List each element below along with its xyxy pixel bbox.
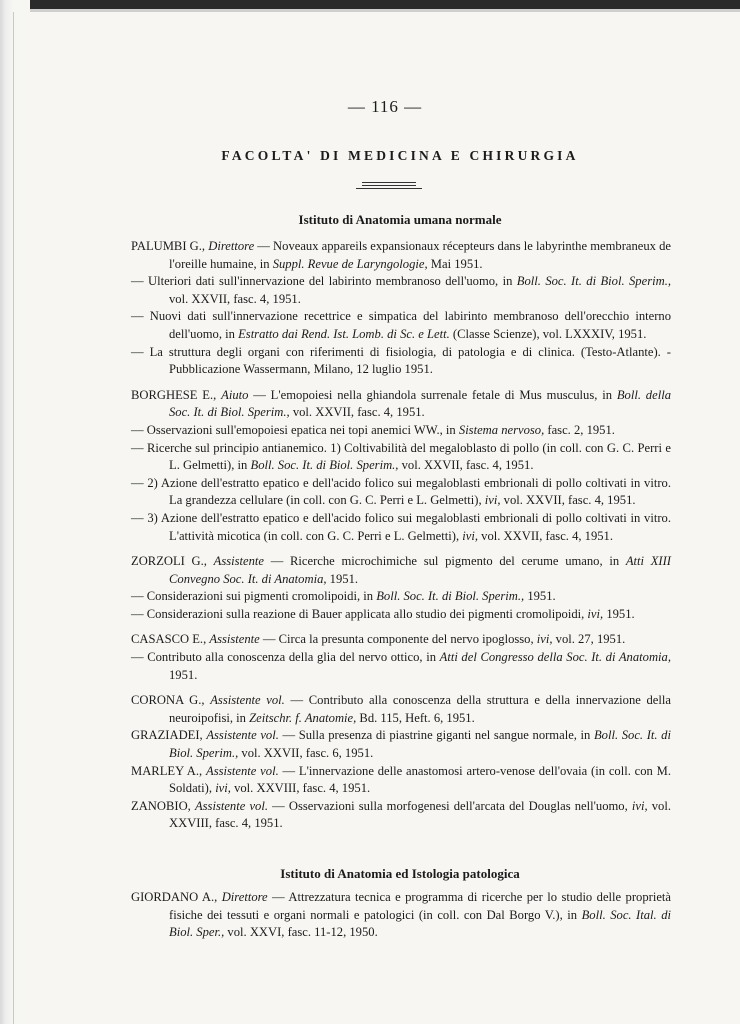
entry-text: — L'emopoiesi nella ghiandola surrenale fetale di Mus musculus, in: [248, 387, 617, 402]
entry-details: (Classe Scienze), vol. LXXXIV, 1951.: [449, 326, 647, 341]
entry-details: 1951.: [603, 606, 635, 621]
faculty-heading: FACOLTA' DI MEDICINA E CHIRURGIA: [221, 148, 579, 163]
entry-text: — Noveaux appareils expansionaux récepteurs dans le labyrinthe membraneux de l'oreille humaine, in: [169, 239, 671, 271]
journal-title: Boll. Soc. Ital. di Biol. Sper.,: [169, 907, 671, 940]
entry-details: 1951.: [169, 667, 198, 682]
entry-text: — Contributo alla conoscenza della struttura e della innervazione della neuroipofisi, in: [169, 693, 671, 725]
journal-title: Zeitschr. f. Anatomie,: [249, 710, 357, 725]
entry-details: vol. XXVII, fasc. 4, 1951.: [478, 528, 614, 543]
author-name: MARLEY A.,: [131, 763, 207, 778]
entry-text: — L'innervazione delle anastomosi artero-venose dell'ovaia (in coll. con M. Soldati),: [169, 763, 671, 796]
entry-text: — Osservazioni sulla morfogenesi dell'arcata del Douglas nell'uomo,: [268, 798, 632, 813]
author-name: BORGHESE E.,: [131, 387, 222, 402]
entry: [131, 344, 671, 379]
entry-text: — 3) Azione dell'estratto epatico e dell'acido folico sui megaloblasti embrionali di pollo coltivati in vitro. L'attività micotica (in coll. con G. C. Perri e L. Gelmetti),: [131, 510, 671, 543]
journal-title: ivi,: [587, 606, 604, 621]
author-name: GIORDANO A.,: [131, 890, 222, 904]
entry-text: — Ulteriori dati sull'innervazione del labirinto membranoso dell'uomo, in: [131, 274, 517, 289]
entry-text: — Nuovi dati sull'innervazione recettrice e simpatica del labirinto membranoso dell'orecchio interno dell'uomo, in: [131, 309, 671, 341]
entry-text: — La struttura degli organi con riferimenti di fisiologia, di patologia e di clinica. (Testo-Atlante). - Pubblicazione Wassermann, Milano, 12 luglio 1951.: [131, 344, 671, 377]
entry-details: vol. 27, 1951.: [552, 632, 626, 647]
entry-text: — 2) Azione dell'estratto epatico e dell'acido folico sui megaloblasti embrionali di pollo coltivati in vitro. La grandezza cellulare (in coll. con G. C. Perri e L. Gelmetti),: [131, 475, 671, 508]
author-name: ZANOBIO,: [131, 798, 195, 813]
entry-text: — Considerazioni sui pigmenti cromolipoidi, in: [131, 589, 377, 604]
author-role: Assistente vol.: [194, 798, 268, 813]
section-entries: [131, 238, 671, 833]
entry-details: vol. XXVII, fasc. 4, 1951.: [500, 493, 636, 508]
entry: [131, 606, 671, 624]
journal-title: Boll. della Soc. It. di Biol. Sperim.,: [169, 387, 671, 420]
journal-title: Suppl. Revue de Laryngologie,: [272, 256, 428, 271]
journal-title: Boll. Soc. It. di Biol. Sperim.,: [376, 589, 525, 604]
entry-text: — Osservazioni sull'emopoiesi epatica nei topi anemici WW., in: [131, 422, 459, 437]
author-role: Assistente: [213, 554, 265, 569]
author-role: Assistente vol.: [210, 693, 285, 708]
journal-title: ivi,: [631, 798, 648, 813]
entry: [131, 238, 671, 273]
journal-title: Sistema nervoso,: [458, 422, 545, 437]
entry-details: vol. XXVIII, fasc. 4, 1951.: [230, 781, 371, 796]
entry-details: 1951.: [524, 589, 556, 604]
entry: [131, 475, 671, 510]
entry-text: — Attrezzatura tecnica e programma di ricerche per lo studio delle proprietà fisiche dei tessuti e organi normali e patologici (in coll. con Dal Borgo V.), in: [169, 890, 671, 922]
entry-details: vol. XXVII, fasc. 4, 1951.: [289, 405, 425, 420]
author-role: Aiuto: [221, 387, 249, 402]
journal-title: Boll. Soc. It. di Biol. Sperim.,: [169, 728, 671, 761]
entry-text: — Circa la presunta componente del nervo ipoglosso,: [259, 632, 537, 647]
entry: [131, 727, 671, 762]
entry-details: vol. XXVI, fasc. 11-12, 1950.: [224, 925, 378, 940]
section-title: Istituto di Anatomia umana normale: [298, 212, 502, 227]
entry-details: vol. XXVII, fasc. 4, 1951.: [398, 458, 534, 473]
author-name: GRAZIADEI,: [131, 728, 207, 743]
entry: [131, 798, 671, 833]
journal-title: Atti del Congresso della Soc. It. di Anatomia,: [439, 650, 671, 665]
entry-text: — Contributo alla conoscenza della glia del nervo ottico, in: [131, 650, 440, 665]
journal-title: ivi,: [215, 781, 231, 796]
entry-text: — Ricerche microchimiche sul pigmento del cerume umano, in: [264, 554, 626, 569]
entry-details: fasc. 2, 1951.: [544, 422, 615, 437]
journal-title: ivi,: [462, 528, 478, 543]
author-role: Assistente vol.: [206, 763, 279, 778]
entry: [131, 440, 671, 475]
entry: [131, 273, 671, 308]
entry-details: vol. XXVII, fasc. 4, 1951.: [169, 291, 301, 306]
entry-text: — Sulla presenza di piastrine giganti nel sangue normale, in: [278, 728, 594, 743]
author-name: PALUMBI G.,: [131, 239, 209, 253]
author-role: Direttore: [221, 890, 268, 904]
entry: [131, 763, 671, 798]
author-role: Assistente vol.: [206, 728, 279, 743]
scan-top-shadow: [0, 9, 740, 12]
entry: [131, 588, 671, 606]
entry: [131, 692, 671, 727]
entry: [131, 553, 671, 588]
author-role: Assistente: [209, 632, 260, 647]
entry-details: 1951.: [326, 571, 359, 586]
entry: [131, 387, 671, 422]
page-number: — 116 —: [347, 97, 423, 116]
journal-title: Boll. Soc. It. di Biol. Sperim.,: [516, 274, 671, 289]
entry-details: vol. XXVIII, fasc. 4, 1951.: [169, 798, 672, 831]
journal-title: ivi,: [536, 632, 553, 647]
entry: [131, 889, 671, 942]
entry-text: — Ricerche sul principio antianemico. 1) Coltivabilità del megaloblasto di pollo (in coll. con G. C. Perri e L. Gelmetti), in: [131, 440, 671, 473]
entry: [131, 649, 671, 684]
entry: [131, 510, 671, 545]
entry-details: Mai 1951.: [427, 256, 483, 271]
entry: [131, 422, 671, 440]
journal-title: Estratto dai Rend. Ist. Lomb. di Sc. e Lett.: [238, 326, 450, 341]
heading-rule: [356, 188, 422, 189]
author-name: CASASCO E.,: [131, 632, 210, 647]
section-entries: [131, 889, 671, 942]
author-role: Direttore: [208, 239, 255, 253]
section-title: Istituto di Anatomia ed Istologia patologica: [280, 866, 520, 881]
journal-title: ivi,: [484, 493, 501, 508]
author-name: CORONA G.,: [131, 693, 211, 708]
entry-details: Bd. 115, Heft. 6, 1951.: [356, 710, 475, 725]
journal-title: Atti XIII Convegno Soc. It. di Anatomia,: [169, 554, 671, 586]
author-name: ZORZOLI G.,: [131, 554, 214, 569]
scan-top-border: [0, 0, 740, 9]
entry-text: — Considerazioni sulla reazione di Bauer applicata allo studio dei pigmenti cromolipoidi,: [131, 606, 588, 621]
entry: [131, 308, 671, 343]
entry: [131, 631, 671, 649]
heading-double-rule: [362, 182, 416, 186]
entry-details: vol. XXVII, fasc. 6, 1951.: [238, 746, 374, 761]
journal-title: Boll. Soc. It. di Biol. Sperim.,: [250, 458, 399, 473]
